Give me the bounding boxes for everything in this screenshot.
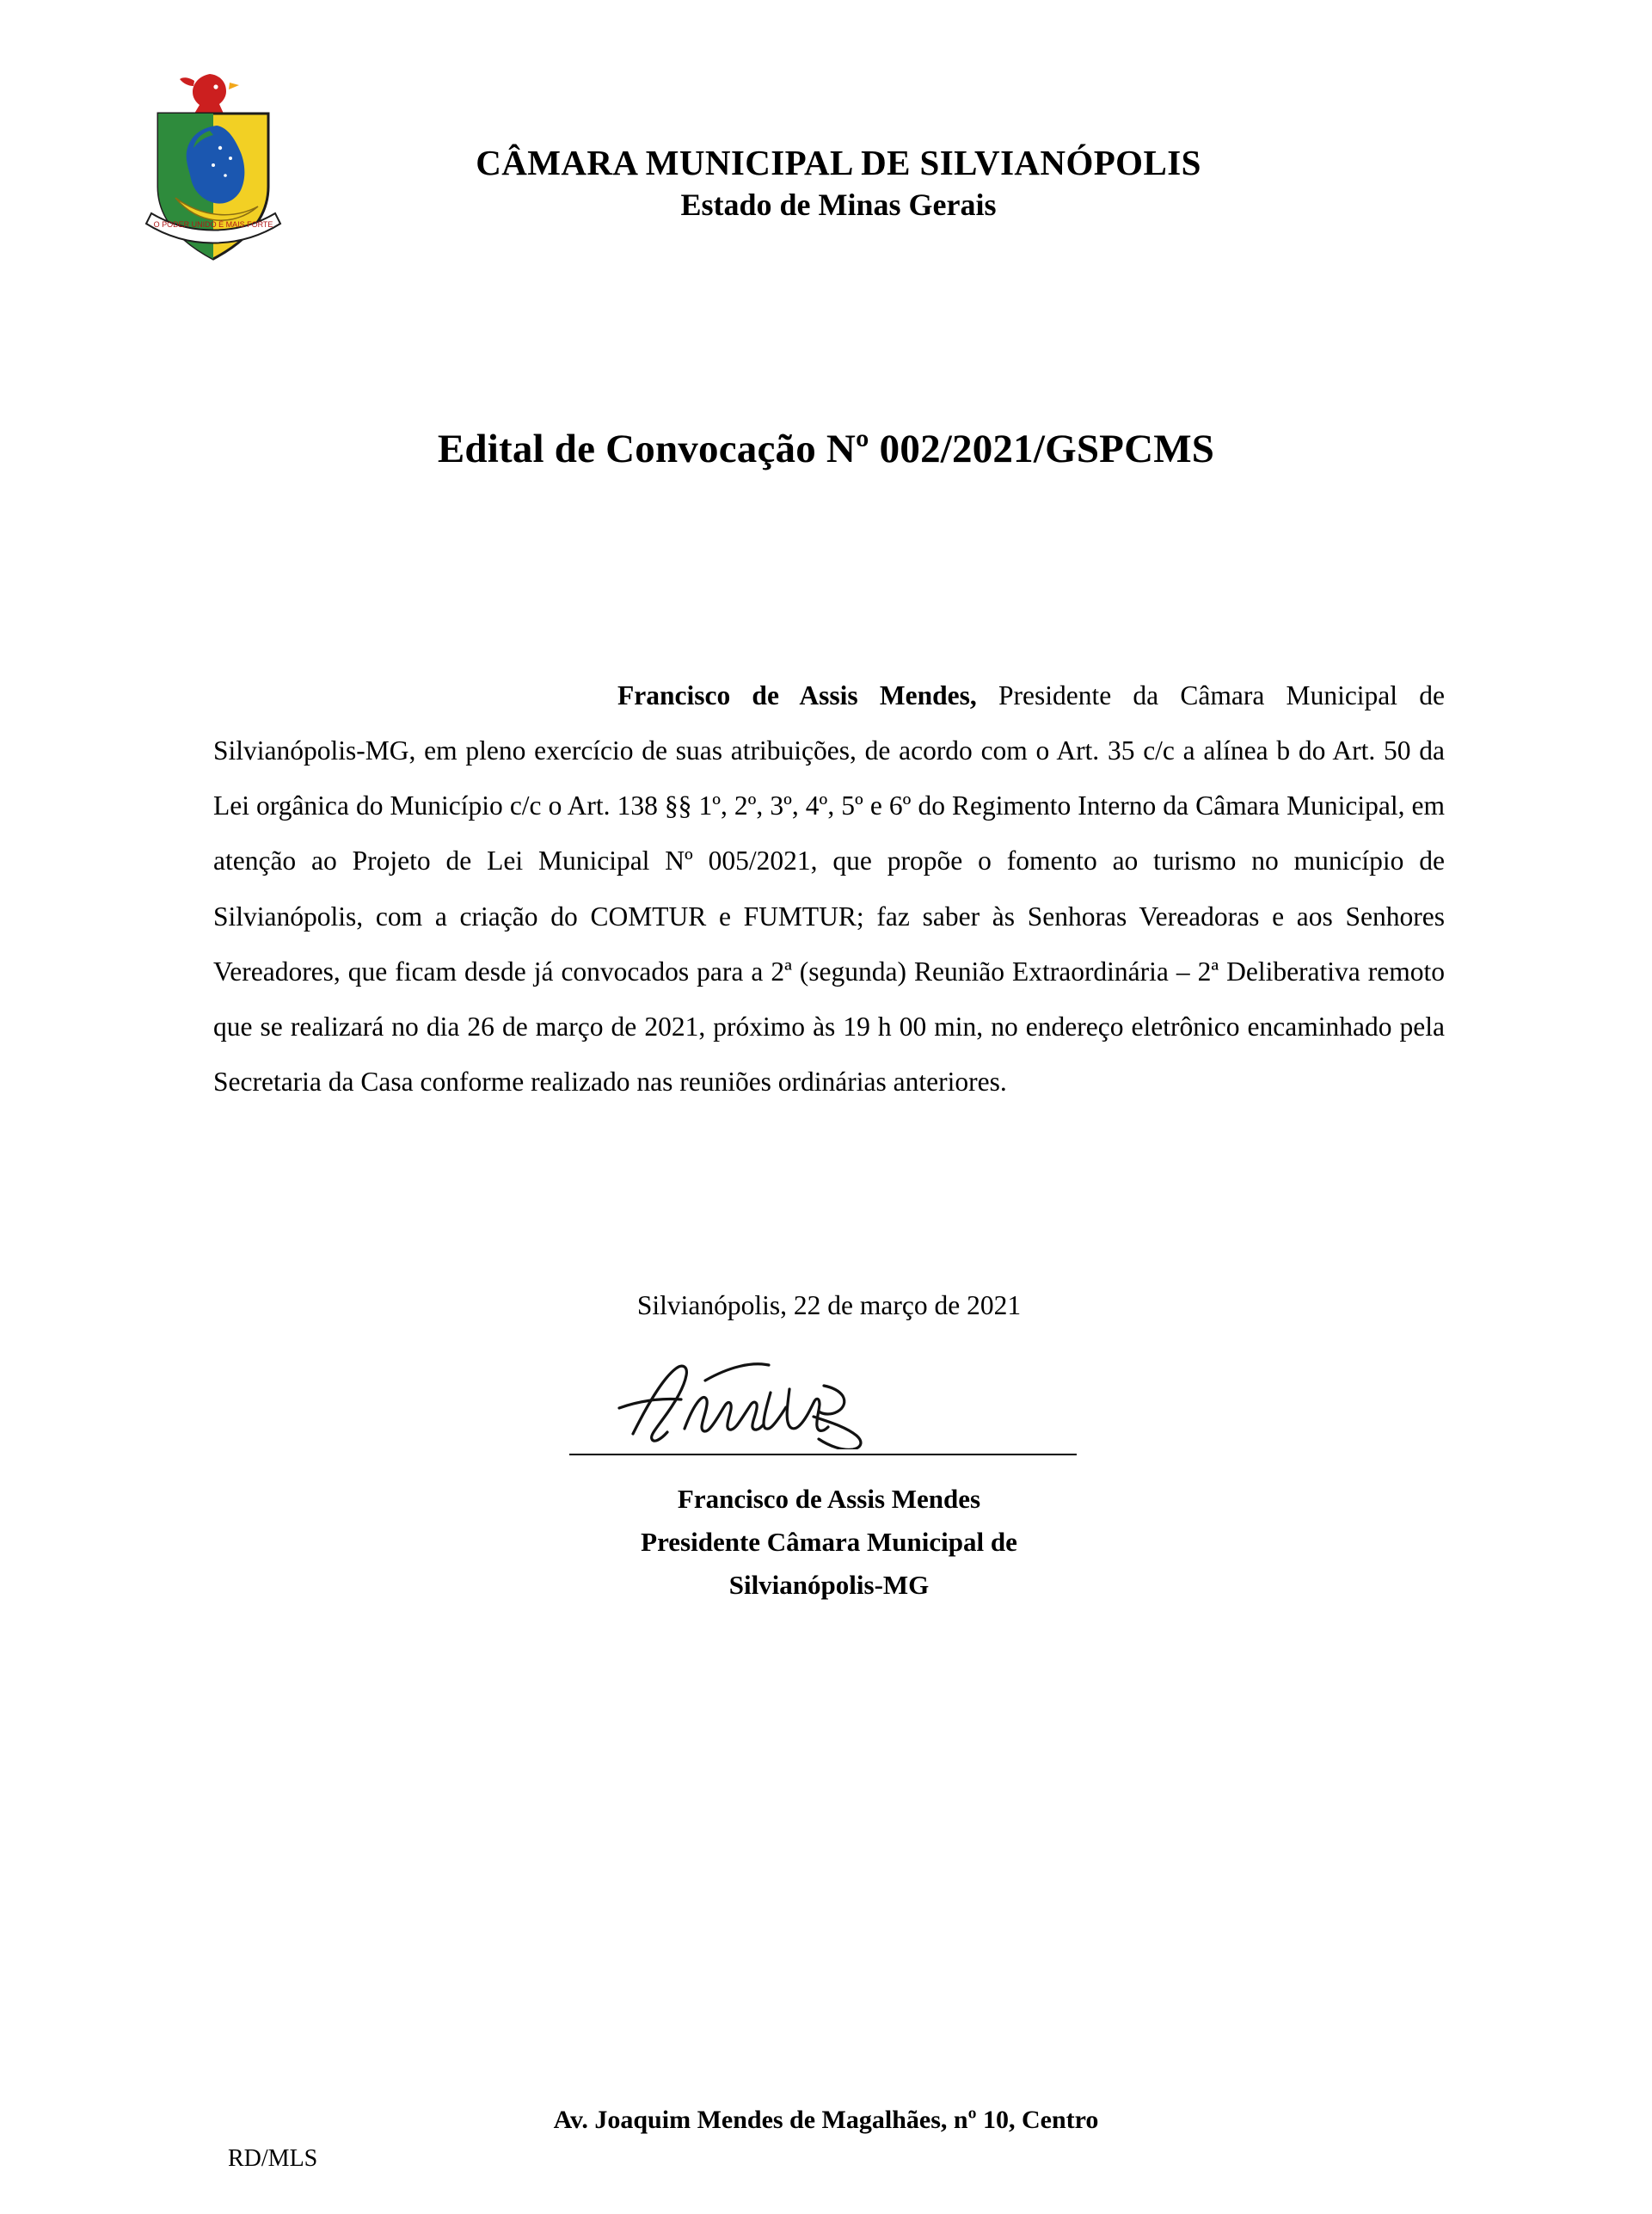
signature-line <box>569 1454 1077 1455</box>
signer-role-line2: Silvianópolis-MG <box>728 1570 930 1601</box>
document-body <box>213 641 1445 1137</box>
footer-address: Av. Joaquim Mendes de Magalhães, nº 10, Centro <box>553 2106 1099 2134</box>
organization-state: Estado de Minas Gerais <box>680 188 997 223</box>
signatory-lead: Francisco de Assis Mendes, <box>617 680 977 710</box>
page-title: Edital de Convocação Nº 002/2021/GSPCMS <box>437 427 1215 471</box>
footer-code: RD/MLS <box>228 2145 318 2172</box>
signer-name: Francisco de Assis Mendes <box>677 1484 981 1514</box>
document-header <box>0 52 1652 249</box>
signature-block <box>213 1478 1445 1608</box>
place-and-date: Silvianópolis, 22 de março de 2021 <box>636 1290 1022 1320</box>
header-titles <box>310 142 1367 225</box>
svg-text:O PODER UNIDO É MAIS FORTE: O PODER UNIDO É MAIS FORTE <box>153 220 273 229</box>
coat-of-arms-icon <box>127 69 299 271</box>
signer-role-line1: Presidente Câmara Municipal de <box>641 1527 1017 1558</box>
handwritten-signature-icon <box>602 1355 963 1449</box>
organization-name: CÂMARA MUNICIPAL DE SILVIANÓPOLIS <box>476 143 1201 182</box>
body-paragraph <box>213 668 1445 1110</box>
body-text: Presidente da Câmara Municipal de Silvianópolis-MG, em pleno exercício de suas atribuições, de acordo com o Art. 35 c/c a alínea b do Art. 50 da Lei orgânica do Município c/c o Art. 138 §§ 1º, 2º, 3º, 4º, 5º e 6º do Regimento Interno da Câmara Municipal, em atenção ao Projeto de Lei Municipal Nº 005/2021, que propõe o fomento ao turismo no município de Silvianópolis, com a criação do COMTUR e FUMTUR; faz saber às Senhoras Vereadoras e aos Senhores Vereadores, que ficam desde já convocados para a 2ª (segunda) Reunião Extraordinária – 2ª Deliberativa remoto que se realizará no dia 26 de março de 2021, próximo às 19 h 00 min, no endereço eletrônico encaminhado pela Secretaria da Casa conforme realizado nas reuniões ordinárias anteriores. <box>213 680 1445 1098</box>
signature-area <box>559 1355 1118 1462</box>
